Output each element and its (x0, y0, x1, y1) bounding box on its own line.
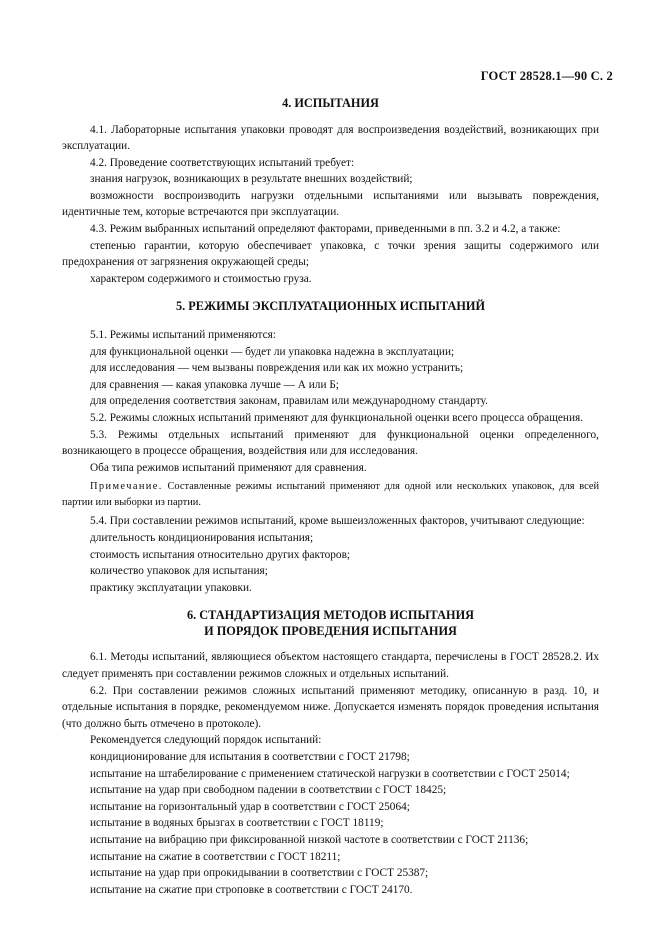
section-6-title-line-2: И ПОРЯДОК ПРОВЕДЕНИЯ ИСПЫТАНИЯ (204, 623, 457, 638)
note (62, 479, 599, 510)
paragraph-5-3: 5.3. Режимы отдельных испытаний применяют для функциональной оценки определенного, возникающего в процессе обращения, воздействия или для исследования. (62, 428, 599, 458)
paragraph-5-1: 5.1. Режимы испытаний применяются: (90, 328, 276, 341)
list-item: кондиционирование для испытания в соответствии с ГОСТ 21798; (90, 751, 410, 763)
section-6-title-line-1: 6. СТАНДАРТИЗАЦИЯ МЕТОДОВ ИСПЫТАНИЯ (186, 608, 475, 623)
list-item: испытание на сжатие при строповке в соответствии с ГОСТ 24170. (90, 883, 413, 896)
paragraph-4-1: 4.1. Лабораторные испытания упаковки проводят для воспроизведения воздействий, возникающих при эксплуатации. (62, 123, 599, 153)
list-item: испытание на сжатие в соответствии с ГОСТ 18211; (90, 850, 341, 863)
paragraph-5-3-a: Оба типа режимов испытаний применяют для сравнения. (90, 461, 367, 474)
note-text: Составленные режимы испытаний применяют для одной или нескольких упаковок, для всей партии или выборки из партии. (62, 481, 599, 508)
paragraph-5-1-d: для определения соответствия законам, правилам или международному стандарту. (90, 395, 488, 408)
list-item: испытание на удар при опрокидывании в соответствии с ГОСТ 25387; (90, 867, 429, 880)
page-content (62, 96, 599, 898)
page-header: ГОСТ 28528.1—90 С. 2 (480, 69, 613, 83)
paragraph-4-2-a: знания нагрузок, возникающих в результате внешних воздействий; (90, 173, 413, 186)
list-item: испытание в водяных брызгах в соответствии с ГОСТ 18119; (90, 817, 384, 830)
list-item: испытание на горизонтальный удар в соответствии с ГОСТ 25064; (90, 800, 410, 813)
list-item: испытание на вибрацию при фиксированной низкой частоте в соответствии с ГОСТ 21136; (90, 833, 529, 846)
paragraph-5-1-b: для исследования — чем вызваны повреждения или как их можно устранить; (90, 362, 464, 375)
paragraph-4-3: 4.3. Режим выбранных испытаний определяют факторами, приведенными в пп. 3.2 и 4.2, а также: (90, 223, 561, 236)
section-5-title: 5. РЕЖИМЫ ЭКСПЛУАТАЦИОННЫХ ИСПЫТАНИЙ (175, 299, 486, 314)
paragraph-5-4-b: стоимость испытания относительно других факторов; (90, 548, 351, 561)
note-label: Примечание. (90, 481, 163, 493)
list-item: испытание на штабелирование с применением статической нагрузки в соответствии с ГОСТ 25014; (90, 767, 570, 780)
paragraph-5-1-a: для функциональной оценки — будет ли упаковка надежна в эксплуатации; (90, 345, 455, 358)
paragraph-4-3-a: степенью гарантии, которую обеспечивает упаковка, с точки зрения защиты содержимого или предохранения от загрязнения окружающей среды; (62, 239, 599, 269)
paragraph-6-1: 6.1. Методы испытаний, являющиеся объектом настоящего стандарта, перечислены в ГОСТ 28528.2. Их следует применять при составлении режимов сложных и отдельных испытаний. (62, 651, 599, 681)
paragraph-5-1-c: для сравнения — какая упаковка лучше — А или Б; (90, 378, 339, 391)
paragraph-4-3-b: характером содержимого и стоимостью груза. (90, 272, 312, 285)
paragraph-5-4-a: длительность кондиционирования испытания; (90, 532, 314, 545)
list-item: испытание на удар при свободном падении в соответствии с ГОСТ 18425; (90, 784, 447, 797)
paragraph-5-4-c: количество упаковок для испытания; (90, 565, 268, 578)
paragraph-5-4-d: практику эксплуатации упаковки. (90, 581, 252, 594)
paragraph-5-4: 5.4. При составлении режимов испытаний, кроме вышеизложенных факторов, учитывают следующие: (90, 515, 585, 528)
paragraph-4-2: 4.2. Проведение соответствующих испытаний требует: (90, 156, 355, 169)
paragraph-4-2-b: возможности воспроизводить нагрузки отдельными испытаниями или вызывать повреждения, идентичные тем, которые встречаются при эксплуатации. (62, 189, 599, 219)
paragraph-6-2-recommend: Рекомендуется следующий порядок испытаний: (90, 734, 322, 747)
paragraph-6-2: 6.2. При составлении режимов сложных испытаний применяют методику, описанную в разд. 10, и отдельные испытания в порядке, рекомендуемом ниже. Допускается изменять порядок проведения испытания (что должно быть отмечено в протоколе). (62, 684, 599, 730)
section-4-title: 4. ИСПЫТАНИЯ (282, 96, 379, 110)
paragraph-5-2: 5.2. Режимы сложных испытаний применяют для функциональной оценки всего процесса обращения. (90, 411, 584, 424)
section-6-title (62, 608, 599, 639)
